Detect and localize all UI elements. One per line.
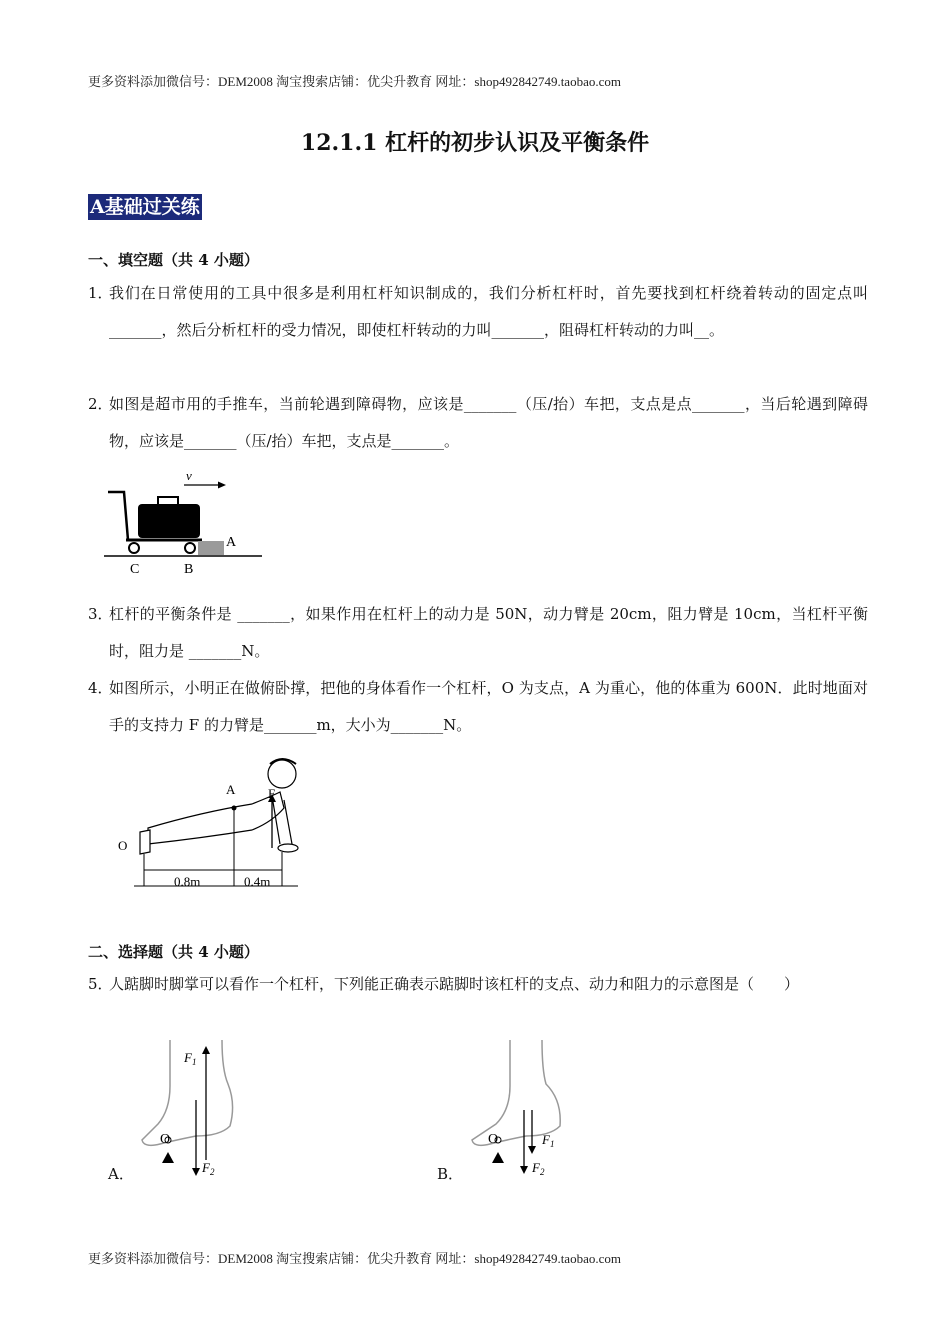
label-b: B: [184, 562, 194, 577]
label-f1: $F_1$: [542, 1132, 555, 1149]
option-a-label: A．: [108, 1165, 134, 1183]
label-08m: 0.8m: [174, 874, 201, 889]
person-head: [268, 760, 296, 788]
cart-handle: [108, 492, 128, 540]
label-c: C: [130, 562, 140, 577]
label-f2: $F_2$: [202, 1160, 215, 1177]
person-feet: [140, 830, 150, 854]
pushup-figure: [112, 752, 312, 900]
person-hands: [278, 844, 298, 852]
page-footer: 更多资料添加微信号：DEM2008 淘宝搜索店铺：优尖升教育 网址：shop492842749.taobao.com: [88, 1251, 621, 1266]
label-f: F: [268, 786, 276, 801]
fulcrum-icon: [162, 1152, 174, 1163]
force-f1-arrowhead: [528, 1146, 536, 1154]
question-text: 如图是超市用的手推车，当前轮遇到障碍物，应该是_______（压/抬）车把，支点是点_______，当后轮遇到障碍物，应该是_______（压/抬）车把，支点是_______。: [109, 395, 868, 450]
luggage-icon: [138, 504, 200, 538]
label-o: O: [160, 1132, 171, 1147]
label-o: O: [488, 1132, 499, 1147]
question-number: 4．: [88, 679, 113, 697]
front-wheel: [185, 543, 195, 553]
question-2: [88, 386, 868, 460]
question-5: [88, 966, 868, 1003]
question-number: 5．: [88, 975, 113, 993]
question-text: 如图所示，小明正在做俯卧撑，把他的身体看作一个杠杆，O 为支点，A 为重心，他的体重为 600N．此时地面对手的支持力 F 的力臂是_______m，大小为_______N。: [109, 679, 868, 734]
page-title: 12.1.1 杠杆的初步认识及平衡条件: [300, 130, 650, 156]
label-a: A: [226, 782, 236, 797]
question-number: 2．: [88, 395, 113, 413]
page-header: 更多资料添加微信号：DEM2008 淘宝搜索店铺：优尖升教育 网址：shop492842749.taobao.com: [88, 74, 621, 89]
part1-heading: 一、填空题（共 4 小题）: [88, 251, 259, 269]
section-badge: A基础过关练: [90, 196, 200, 218]
rear-wheel: [129, 543, 139, 553]
label-a: A: [226, 535, 237, 550]
force-f1-arrowhead: [202, 1046, 210, 1054]
question-4: [88, 670, 868, 744]
fulcrum-icon: [492, 1152, 504, 1163]
velocity-arrowhead: [218, 482, 226, 489]
question-number: 1．: [88, 284, 113, 302]
question-text: 杠杆的平衡条件是 _______，如果作用在杠杆上的动力是 50N，动力臂是 20cm，阻力臂是 10cm，当杠杆平衡时，阻力是 _______N。: [109, 605, 868, 660]
option-a-figure[interactable]: [136, 1040, 246, 1184]
foot-outline: [472, 1040, 560, 1145]
label-o: O: [118, 838, 128, 853]
question-text: 人踮脚时脚掌可以看作一个杠杆，下列能正确表示踮脚时该杠杆的支点、动力和阻力的示意图是（ ）: [109, 975, 800, 993]
question-number: 3．: [88, 605, 113, 623]
label-04m: 0.4m: [244, 874, 271, 889]
part2-heading: 二、选择题（共 4 小题）: [88, 943, 259, 961]
option-b-figure[interactable]: [466, 1040, 576, 1184]
option-b-label: B．: [437, 1165, 464, 1183]
obstacle: [198, 541, 224, 555]
label-f1: $F_1$: [184, 1050, 197, 1067]
person-body: [148, 792, 284, 844]
question-1: [88, 275, 868, 349]
luggage-handle: [158, 497, 178, 505]
force-f2-arrowhead: [520, 1166, 528, 1174]
force-f2-arrowhead: [192, 1168, 200, 1176]
question-3: [88, 596, 868, 670]
person-arm-front: [284, 800, 292, 844]
label-f2: $F_2$: [532, 1160, 545, 1177]
cart-figure: [104, 466, 269, 582]
velocity-label: v: [186, 468, 192, 483]
question-text: 我们在日常使用的工具中很多是利用杠杆知识制成的，我们分析杠杆时，首先要找到杠杆绕着转动的固定点叫_______，然后分析杠杆的受力情况，即使杠杆转动的力叫_______，阻碍杠杆转动的力叫__。: [109, 284, 868, 339]
